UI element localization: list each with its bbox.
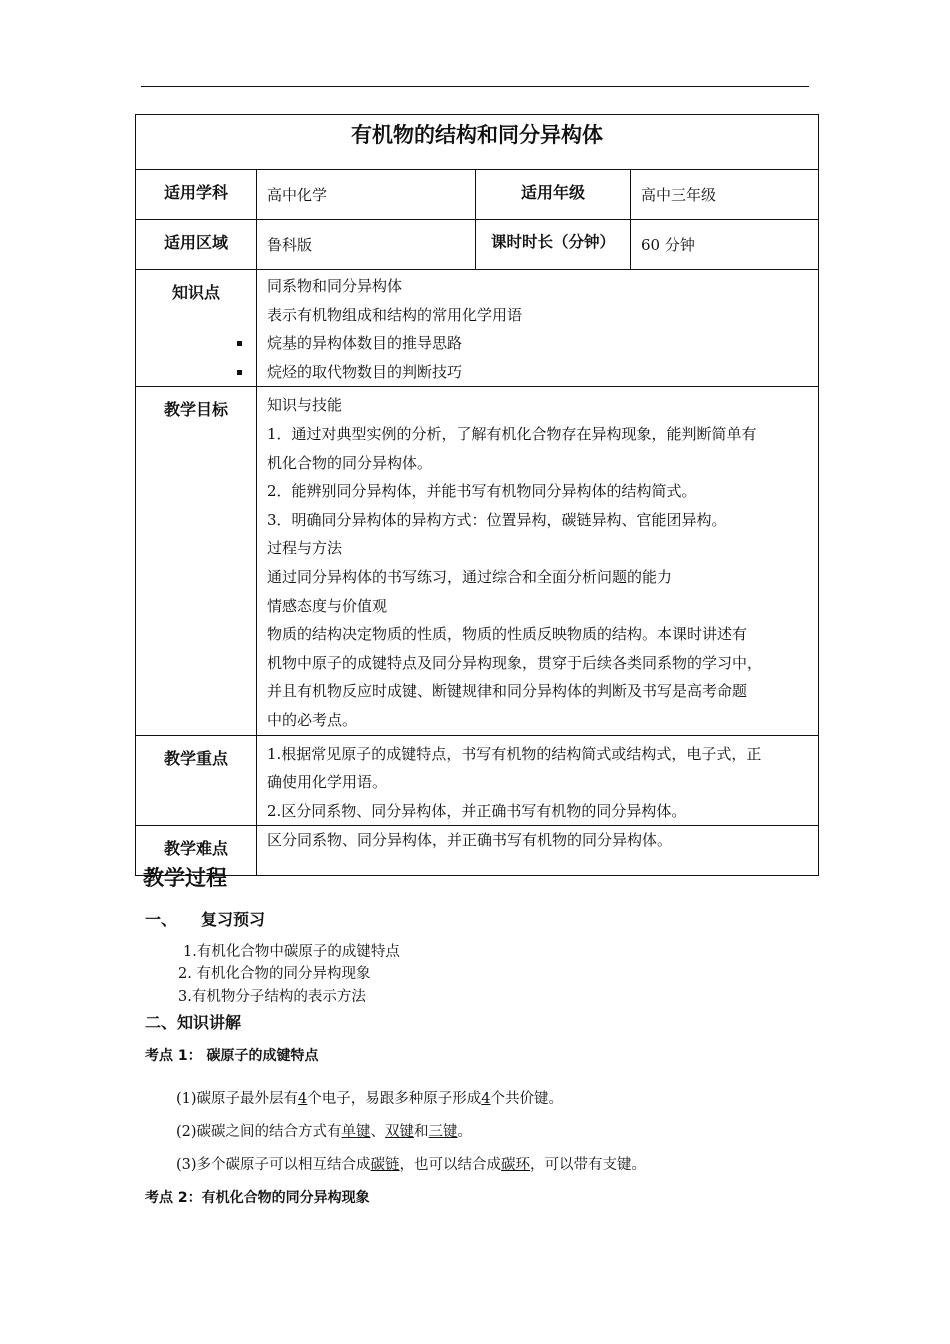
focus-line: 确使用化学用语。 — [267, 773, 388, 792]
subject-label: 适用学科 — [136, 170, 257, 220]
goal-line: 机物中原子的成键特点及同分异构现象，贯穿于后续各类同系物的学习中， — [267, 653, 763, 672]
focus-line: 2.区分同系物、同分异构体，并正确书写有机物的同分异构体。 — [267, 801, 687, 820]
region-label: 适用区域 — [136, 220, 257, 270]
goal-line: 过程与方法 — [267, 539, 343, 558]
focus-label: 教学重点 — [136, 735, 257, 826]
lesson-info-table — [135, 114, 819, 876]
knowledge-item: 烷烃的取代物数目的判断技巧 — [267, 358, 812, 387]
header-rule — [141, 86, 809, 87]
teaching-goals — [257, 387, 819, 735]
key-point-1-para-3: (3)多个碳原子可以相互结合成碳链，也可以结合成碳环，可以带有支键。 — [176, 1157, 647, 1173]
goal-line: 机化合物的同分异构体。 — [267, 453, 433, 472]
duration-label: 课时时长（分钟） — [476, 220, 631, 270]
goal-line: 物质的结构决定物质的性质，物质的性质反映物质的结构。本课时讲述有 — [267, 625, 748, 644]
duration-value: 60 分钟 — [631, 220, 819, 270]
knowledge-item: 表示有机物组成和结构的常用化学用语 — [267, 305, 523, 324]
goal-line: 情感态度与价值观 — [267, 596, 388, 615]
key-point-1-para-2: (2)碳碳之间的结合方式有单键、双键和三键。 — [176, 1124, 473, 1140]
key-point-2-title: 考点 2：有机化合物的同分异构现象 — [145, 1190, 370, 1206]
goal-line: 3．明确同分异构体的异构方式：位置异构，碳链异构、官能团异构。 — [267, 510, 727, 529]
process-title: 教学过程 — [143, 866, 227, 890]
knowledge-item: 烷基的异构体数目的推导思路 — [267, 329, 812, 358]
goal-line: 并且有机物反应时成键、断键规律和同分异构体的判断及书写是高考命题 — [267, 682, 748, 701]
document-title: 有机物的结构和同分异构体 — [136, 115, 819, 170]
grade-label: 适用年级 — [476, 170, 631, 220]
difficulty-label: 教学难点 — [136, 826, 257, 876]
goal-line: 中的必考点。 — [267, 710, 358, 729]
key-point-1-title: 考点 1： 碳原子的成键特点 — [145, 1048, 319, 1064]
review-item: 2. 有机化合物的同分异构现象 — [178, 966, 371, 982]
knowledge-item: 同系物和同分异构体 — [267, 277, 403, 295]
goals-label: 教学目标 — [136, 387, 257, 735]
grade-value: 高中三年级 — [631, 170, 819, 220]
teaching-difficulty: 区分同系物、同分异构体，并正确书写有机物的同分异构体。 — [257, 826, 819, 876]
goal-line: 1．通过对典型实例的分析，了解有机化合物存在异构现象，能判断简单有 — [267, 424, 757, 443]
goal-line: 通过同分异构体的书写练习，通过综合和全面分析问题的能力 — [267, 567, 673, 586]
bullet-icon — [237, 370, 242, 375]
focus-line: 1.根据常见原子的成键特点，书写有机物的结构简式或结构式，电子式，正 — [267, 744, 762, 763]
key-point-1-para-1: (1)碳原子最外层有4个电子，易跟多种原子形成4个共价键。 — [176, 1091, 564, 1107]
goal-line: 知识与技能 — [267, 396, 343, 415]
review-item: 1.有机化合物中碳原子的成键特点 — [183, 944, 400, 960]
section-review-heading: 一、 复习预习 — [145, 910, 266, 929]
knowledge-points — [257, 270, 819, 387]
knowledge-label: 知识点 — [136, 270, 257, 387]
section-knowledge-heading: 二、知识讲解 — [145, 1013, 242, 1032]
subject-value: 高中化学 — [257, 170, 476, 220]
bullet-icon — [237, 341, 242, 346]
goal-line: 2．能辨别同分异构体，并能书写有机物同分异构体的结构简式。 — [267, 482, 697, 501]
review-item: 3.有机物分子结构的表示方法 — [178, 989, 366, 1005]
region-value: 鲁科版 — [257, 220, 476, 270]
teaching-focus — [257, 735, 819, 826]
